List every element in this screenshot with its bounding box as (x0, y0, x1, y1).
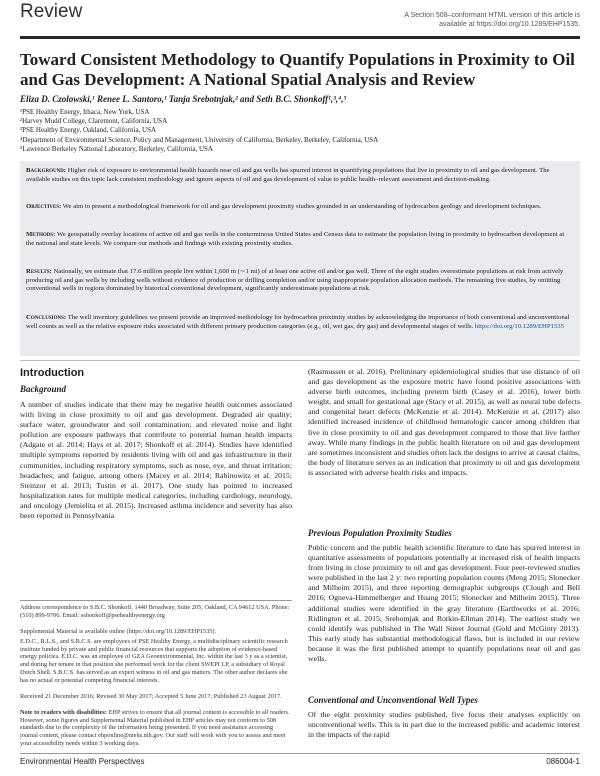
abstract-methods-text: We geospatially overlay locations of active oil and gas wells in the conterminous United States and Census data to estimate the population living in proximity to hydrocarbon development at the national and state levels. We compare our methods and findings with existing proximity studies. (26, 231, 565, 247)
abstract-results-head: Results: (26, 268, 52, 275)
correspondence-note: Address correspondence to S.B.C. Shonkoff, 1440 Broadway, Suite 205, Oakland, CA 94612 USA. Phone: (510) 899-9706. Email: sshonkoff@psehealthyenergy.org (20, 604, 290, 619)
abstract-background (26, 167, 574, 184)
abstract-objectives-head: Objectives: (26, 203, 62, 210)
journal-name: Environmental Health Perspectives (20, 757, 145, 766)
affiliation-item: ⁴Department of Environmental Science, Policy and Management, University of California, Berkeley, Berkeley, California, USA (20, 135, 379, 144)
abstract-conclusions-text: The well inventory guidelines we present provide an improved methodology for hydrocarbon proximity studies by acknowledging the importance of both conventional and unconventional well counts as well as the relative exposure risks associated with different primary production categories (e.g., oil, wet gas, dry gas) and developmental stages of wells. (26, 314, 570, 330)
affiliation-item: ²Harvey Mudd College, Claremont, California, USA (20, 117, 168, 126)
html-version-note[interactable]: A Section 508–conformant HTML version of this article is available at https://doi.org/10.1289/EHP1535. (404, 12, 580, 28)
abstract-objectives (26, 203, 574, 212)
abstract-methods (26, 231, 574, 248)
previous-studies-heading: Previous Population Proximity Studies (308, 528, 452, 538)
competing-interests-note: E.D.C., R.L.S., and S.B.C.S. are employees of PSE Healthy Energy, a multidisciplinary scientific research institute funded by private and public financial resources that supports the adoption of evidence-based energy policies. E.D.C. was an employee of GZA Geoenvironmental, Inc. within the last 3 y as a scientist, and during her tenure in that position she performed work for the client SWEPI LP, a subsidiary of Royal Dutch Shell. S.B.C.S. has served as an expert witness in oil and gas matters. The other author declares she has no actual or potential competing financial interests. (20, 638, 288, 684)
abstract-background-head: Background: (26, 167, 67, 174)
footer-rule (20, 753, 580, 754)
well-types-paragraph: Of the eight proximity studies published, five focus their analyses explicitly on unconventional wells. This is in part due to the increased public and academic interest in the impacts of the rapid (308, 710, 580, 740)
affiliation-list (20, 108, 580, 154)
abstract-background-text: Higher risk of exposure to environmental health hazards near oil and gas wells has spurred interest in quantifying populations that live in proximity to oil and gas development. The available studies on this topic lack consistent methodology and ignore aspects of oil and gas development of value to public health–relevant assessment and decision-making. (26, 167, 550, 183)
abstract-doi-link[interactable]: https://doi.org/10.1289/EHP1535 (474, 322, 564, 330)
affiliation-item: ⁵Lawrence Berkeley National Laboratory, Berkeley, California, USA (20, 144, 213, 153)
intro-paragraph-2: (Rasmussen et al. 2016). Preliminary epidemiological studies that use distance of oil and gas development as the exposure metric have found positive associations with adverse birth outcomes, including preterm birth (Casey et al. 2016), lower birth weight, and small for gestational age (Stacy et al. 2015), as well as neural tube defects and congenital heart defects (McKenzie et al. 2014). McKenzie et al. (2017) also identified increased incidence of childhood hematologic cancer among children that live in close proximity to oil and gas development compared to those that live farther away. While many findings in the public health literature on oil and gas development are sometimes inconsistent and studies often lack the designs to arrive at causal claims, the body of literature serves as an indication that proximity to oil and gas development is associated with adverse health risks and impacts. (308, 367, 580, 477)
footnote-rule (20, 600, 292, 601)
abstract-conclusions-head: Conclusions: (26, 314, 67, 321)
article-title: Toward Consistent Methodology to Quantify Populations in Proximity to Oil and Gas Development: A National Spatial Analysis and Review (20, 50, 575, 89)
background-heading: Background (20, 384, 67, 394)
header-rule (20, 36, 580, 39)
abstract-box (20, 161, 580, 356)
supplemental-note: Supplemental Material is available online (https://doi.org/10.1289/EHP1535). (20, 628, 217, 635)
well-types-heading: Conventional and Unconventional Well Types (308, 695, 478, 705)
author-list: Eliza D. Czolowski,¹ Renee L. Santoro,¹ Tanja Srebotnjak,² and Seth B.C. Shonkoff¹,³,⁴,⁵ (20, 94, 347, 104)
abstract-results (26, 268, 574, 294)
abstract-methods-head: Methods: (26, 231, 56, 238)
intro-paragraph-1: A number of studies indicate that there may be negative health outcomes associated with living in close proximity to oil and gas development. Degraded air quality; surface water, groundwater and soil contamination; and elevated noise and light pollution are exposure pathways that contribute to potential human health impacts (Adgate et al. 2014; Hays et al. 2017; Shonkoff et al. 2014). Studies have identified multiple symptoms reported by residents living with oil and gas infrastructure in their communities, including respiratory symptoms, such as nose, eye, and throat irritation; headaches; and fatigue, among others (Macey et al. 2014; Rabinowitz et al. 2015; Steinzor et al. 2013; Tustin et al. 2017). One study has pointed to increased hospitalization rates for multiple medical categories, including cardiology, neurology, and oncology (Jemielita et al. 2015). Increased asthma incidence and severity has also been reported in Pennsylvania (20, 400, 292, 521)
affiliation-item: ³PSE Healthy Energy, Oakland, California, USA (20, 126, 157, 135)
accessibility-note-head: Note to readers with disabilities: (20, 709, 107, 716)
abstract-conclusions (26, 314, 574, 331)
introduction-heading: Introduction (20, 367, 85, 379)
accessibility-note-text: EHP strives to ensure that all journal content is accessible to all readers. However, some figures and Supplemental Material published in EHP articles may not conform to 508 standards due to the complexity of the information being presented. If you need assistance accessing journal content, please contact ehponline@niehs.nih.gov. Our staff will work with you to assess and meet your accessibility needs within 3 working days. (20, 709, 290, 747)
page-number: 086004-1 (546, 757, 580, 766)
previous-studies-paragraph: Public concern and the public health scientific literature to date has spurred interest in quantitative assessments of populations potentially at increased risk of health impacts from living in close proximity to oil and gas development. Four peer-reviewed studies were published in the last 2 y: two reporting population counts (Meng 2015; Slonecker and Milheim 2015), and three reporting demographic subgroups (Clough and Bell 2016; Ogneva-Himmelberger and Huang 2015; Slonecker and Milheim 2015). Three additional studies were identified in the gray literature (Earthworks et al. 2016; Ridlington et al. 2015; Srebotnjak and Rotkin-Ellman 2014). The earliest study we could identify was published in The Wall Street Journal (Gold and McGinty 2013). This early study has substantial methodological flaws, but is included in our review because it was the first published attempt to quantify populations near oil and gas wells. (308, 543, 580, 664)
accessibility-note (20, 709, 292, 748)
section-label: Review (20, 1, 83, 22)
publication-dates: Received 21 December 2016; Revised 30 May 2017; Accepted 5 June 2017; Published 23 August 2017. (20, 693, 282, 700)
affiliation-item: ¹PSE Healthy Energy, Ithaca, New York, USA (20, 108, 150, 116)
abstract-results-text: Nationally, we estimate that 17.6 million people live within 1,600 m (∼1 mi) of at least one active oil and/or gas well. Three of the eight studies overestimate populations at risk from actively producing oil and gas wells by including wells without evidence of production or drilling completion and/or using inappropriate population allocation methods. The remaining five studies, by omitting conventional wells in regions dominated by historical conventional development, significantly underestimate populations at risk. (26, 268, 564, 293)
abstract-divider (20, 360, 580, 361)
abstract-objectives-text: We aim to present a methodological framework for oil and gas development proximity studies grounded in an understanding of hydrocarbon geology and development techniques. (62, 203, 542, 210)
